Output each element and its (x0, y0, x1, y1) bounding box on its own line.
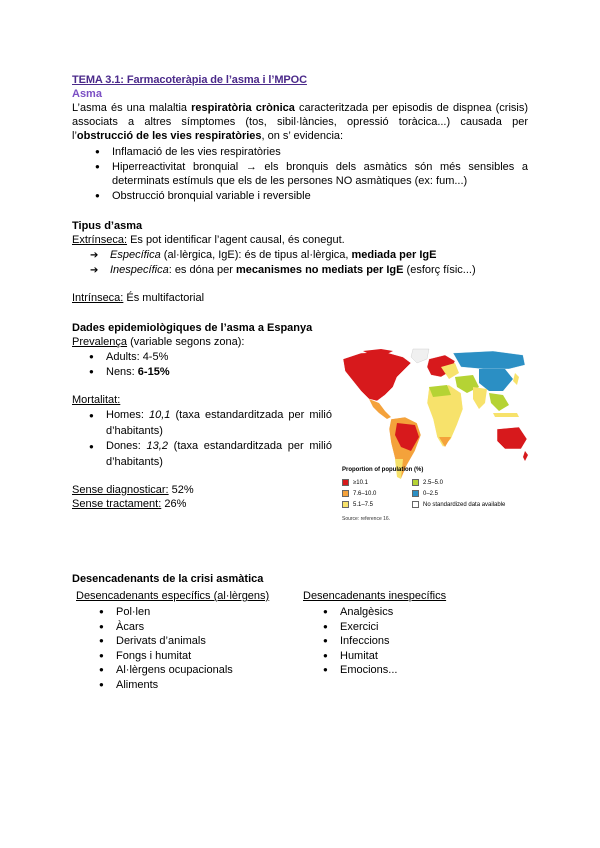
list-item: ● Dones: 13,2 (taxa estandarditzada per milió d’habitants) (84, 439, 332, 470)
map-region-china (479, 369, 513, 391)
list-item: ● Emocions... (318, 663, 518, 678)
mortality-label: Mortalitat: (72, 394, 121, 406)
extrinsic-subtypes (88, 248, 476, 278)
map-source: Source: reference 16. (342, 516, 391, 522)
list-item: ● Derivats d’animals (94, 634, 294, 649)
list-item: ● Infeccions (318, 634, 518, 649)
list-item: ➔ Inespecífica: es dóna per mecanismes no mediats per IgE (esforç físic...) (88, 263, 476, 278)
legend-swatch (412, 479, 419, 486)
map-region-indonesia (493, 413, 519, 417)
asthma-world-map (333, 347, 529, 527)
triggers-heading: Desencadenants de la crisi asmàtica (72, 573, 264, 585)
page-title: TEMA 3.1: Farmacoteràpia de l’asma i l’MPOC (72, 74, 307, 86)
list-item: ● Adults: 4-5% (84, 350, 324, 365)
epidemiology-heading: Dades epidemiològiques de l’asma a Espanya (72, 322, 313, 334)
legend-swatch (342, 479, 349, 486)
map-region-australia (497, 427, 527, 449)
list-item: ● Inflamació de les vies respiratòries (90, 145, 528, 160)
legend-item: 5.1–7.5 (342, 501, 373, 508)
list-item: ● Homes: 10,1 (taxa estandarditzada per milió d’habitants) (84, 408, 332, 439)
map-legend-title: Proportion of population (%) (342, 467, 424, 473)
map-region-russia (453, 351, 525, 369)
intrinsic-line: Intrínseca: És multifactorial (72, 292, 205, 304)
legend-swatch (342, 490, 349, 497)
map-region-india (473, 387, 487, 409)
map-region-greenland (411, 349, 429, 363)
extrinsic-line: Extrínseca: Es pot identificar l’agent causal, és conegut. (72, 234, 345, 246)
section-title-asma: Asma (72, 88, 102, 100)
specific-triggers-heading: Desencadenants específics (al·lèrgens) (76, 590, 270, 602)
legend-swatch (412, 490, 419, 497)
map-region-central-america (369, 399, 391, 419)
prevalence-line: Prevalença (variable segons zona): (72, 336, 245, 348)
map-region-japan (513, 373, 519, 385)
map-region-north-america (343, 352, 411, 401)
list-item: ➔ Específica (al·lèrgica, IgE): és de tipus al·lèrgica, mediada per IgE (88, 248, 476, 263)
intro-paragraph: L’asma és una malaltia respiratòria crònica caracteritzada per episodis de dispnea (crisis) associats a altres símptomes (tos, sibil·làncies, opressió toràcica...) causada per l’obstrucció de les vies respiratòries, on s’ evidencia: (72, 102, 529, 142)
legend-item: No standardized data available (412, 501, 505, 508)
list-item: ● Obstrucció bronquial variable i reversible (90, 189, 528, 204)
list-item: ● Humitat (318, 649, 518, 664)
list-item: ● Nens: 6-15% (84, 365, 324, 380)
legend-swatch (412, 501, 419, 508)
list-item: ● Analgèsics (318, 605, 518, 620)
evidence-list (90, 145, 528, 203)
untreated-line: Sense tractament: 26% (72, 498, 187, 510)
list-item: ● Fongs i humitat (94, 649, 294, 664)
prevalence-list (84, 350, 324, 379)
legend-item: ≥10.1 (342, 479, 368, 486)
types-heading: Tipus d’asma (72, 220, 143, 232)
list-item: ● Pol·len (94, 605, 294, 620)
map-region-africa-north (429, 385, 451, 397)
list-item: ● Hiperreactivitat bronquial → els bronquis dels asmàtics són més sensibles a determinats estímuls que els de les persones NO asmàtiques (ex: fum...) (90, 160, 528, 189)
map-region-southeast-asia (489, 393, 509, 411)
legend-item: 0–2.5 (412, 490, 438, 497)
undiagnosed-line: Sense diagnosticar: 52% (72, 484, 194, 496)
list-item: ● Al·lèrgens ocupacionals (94, 663, 294, 678)
map-region-new-zealand (523, 451, 528, 461)
list-item: ● Àcars (94, 620, 294, 635)
legend-item: 7.6–10.0 (342, 490, 376, 497)
legend-swatch (342, 501, 349, 508)
nonspecific-triggers-list (318, 605, 518, 678)
list-item: ● Exercici (318, 620, 518, 635)
specific-triggers-list (94, 605, 294, 693)
legend-item: 2.5–5.0 (412, 479, 443, 486)
nonspecific-triggers-heading: Desencadenants inespecífics (303, 590, 447, 602)
mortality-list (84, 408, 332, 470)
list-item: ● Aliments (94, 678, 294, 693)
